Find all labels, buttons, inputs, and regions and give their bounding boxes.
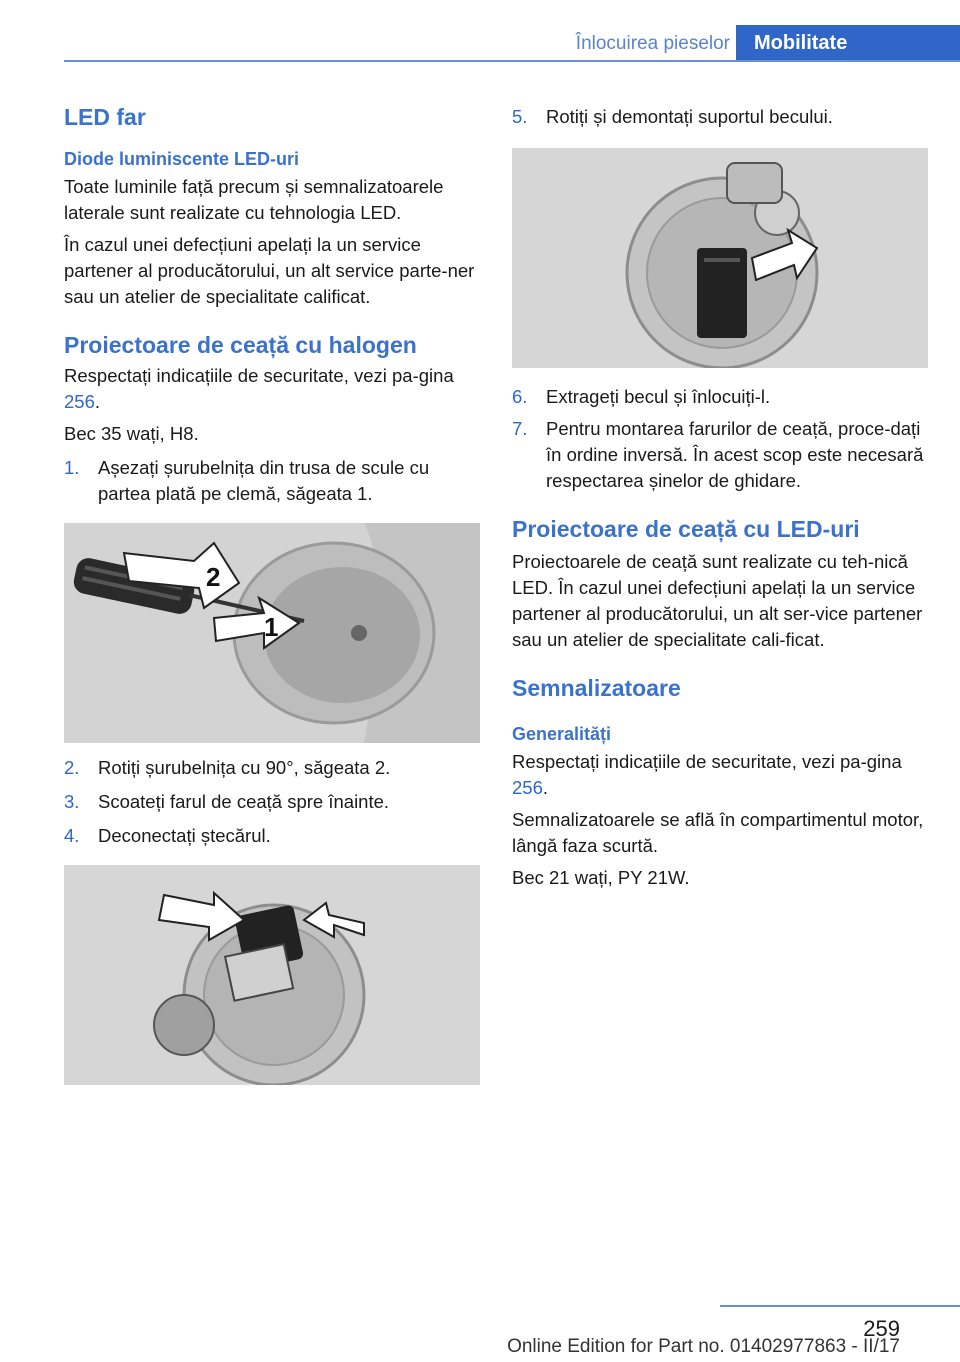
steps-list-1 (64, 455, 484, 507)
step-item (64, 455, 484, 507)
page-number: 259 (863, 1316, 900, 1341)
header-chapter-tab[interactable]: Mobilitate (736, 25, 960, 62)
footer-rule (720, 1305, 960, 1307)
step-number: 3. (64, 791, 80, 812)
step-number: 5. (512, 106, 528, 127)
step-item (64, 789, 484, 815)
figure-screwdriver (64, 523, 480, 743)
heading-fog-led: Proiectoare de ceață cu LED-uri (512, 516, 860, 542)
step-number: 2. (64, 757, 80, 778)
steps-list-3 (512, 104, 930, 130)
page-link-256[interactable]: 256 (64, 391, 95, 412)
subheading-led: Diode luminiscente LED-uri (64, 149, 300, 169)
steps-list-2 (64, 755, 484, 849)
arrow-label-2: 2 (206, 562, 221, 592)
subheading-general: Generalități (512, 724, 612, 744)
safety-text: Respectați indicațiile de securitate, vezi pa-gina (512, 751, 902, 772)
step-number: 6. (512, 386, 528, 407)
step-text: Deconectați ștecărul. (98, 825, 271, 846)
heading-signals: Semnalizatoare (512, 675, 681, 701)
paragraph-bulb: Bec 35 wați, H8. (64, 423, 199, 444)
connector-illustration (64, 865, 480, 1085)
step-item (512, 416, 930, 494)
right-column (512, 100, 930, 891)
step-text: Extrageți becul și înlocuiți-l. (546, 386, 771, 407)
step-item (64, 755, 484, 781)
step-item (512, 384, 930, 410)
safety-text: Respectați indicațiile de securitate, vezi pa-gina (64, 365, 454, 386)
paragraph-safety (64, 363, 484, 415)
paragraph-signals-location: Semnalizatoarele se află în compartimentul motor, lângă faza scurtă. (512, 809, 924, 856)
step-number: 4. (64, 825, 80, 846)
footer-edition: Online Edition for Part no. 01402977863 - II/17 (507, 1336, 900, 1357)
paragraph-led-1: Toate luminile față precum și semnalizatoarele laterale sunt realizate cu tehnologia LED. (64, 176, 444, 223)
page-link-256[interactable]: 256 (512, 777, 543, 798)
paragraph-signals-bulb: Bec 21 wați, PY 21W. (512, 867, 690, 888)
figure-bulb-holder (512, 148, 928, 368)
steps-list-4 (512, 384, 930, 494)
heading-fog-halogen: Proiectoare de ceață cu halogen (64, 332, 417, 358)
header-section-title: Înlocuirea pieselor (575, 33, 730, 54)
screwdriver-illustration (64, 523, 480, 743)
bulb-holder-illustration (512, 148, 928, 368)
step-text: Scoateți farul de ceață spre înainte. (98, 791, 390, 812)
step-text: Rotiți șurubelnița cu 90°, săgeata 2. (98, 757, 391, 778)
step-text: Rotiți și demontați suportul becului. (546, 106, 833, 127)
heading-led-far: LED far (64, 104, 146, 130)
step-text: Așezați șurubelnița din trusa de scule cu partea plată pe clemă, săgeata 1. (98, 457, 430, 504)
step-number: 1. (64, 457, 80, 478)
arrow-label-1: 1 (264, 612, 279, 642)
left-column (64, 100, 484, 1085)
step-text: Pentru montarea farurilor de ceață, proce-dați în ordine inversă. În acest scop este necesară respectarea șinelor de ghidare. (546, 418, 924, 491)
header-rule (64, 60, 960, 62)
paragraph-safety-2 (512, 749, 930, 801)
figure-fog-connector (64, 865, 480, 1085)
step-number: 7. (512, 418, 528, 439)
paragraph-led-2: În cazul unei defecțiuni apelați la un service partener al producătorului, un alt service parte-ner sau un atelier de specialitate calificat. (64, 234, 475, 307)
step-item (512, 104, 930, 130)
paragraph-fog-led: Proiectoarele de ceață sunt realizate cu teh-nică LED. În cazul unei defecțiuni apelați la un service partener al producătorului, un alt ser-vice partener sau un atelier de specialitate cali-ficat. (512, 551, 923, 650)
safety-dot: . (94, 391, 101, 412)
safety-dot: . (542, 777, 549, 798)
step-item (64, 823, 484, 849)
